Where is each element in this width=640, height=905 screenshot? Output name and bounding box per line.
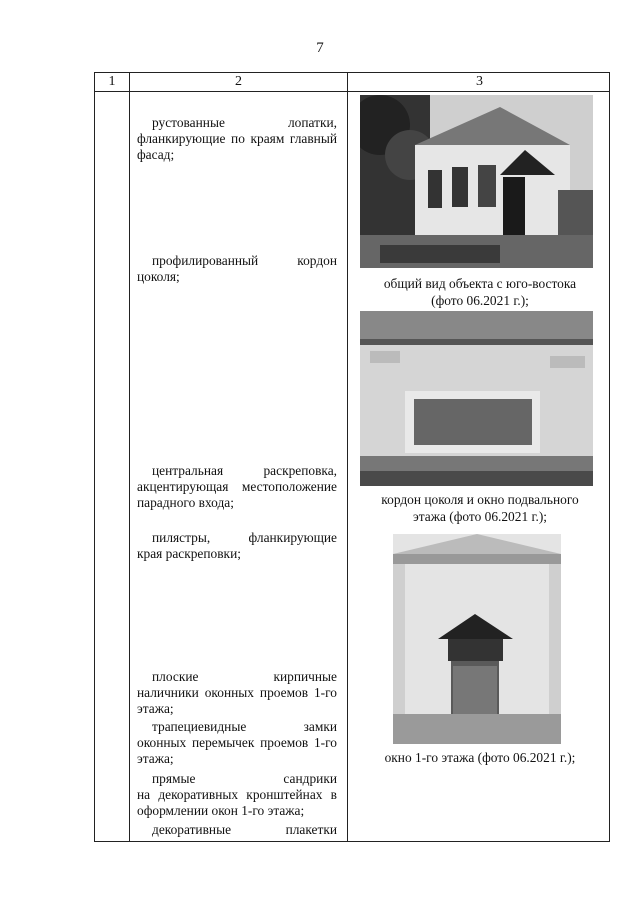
feature-item: прямые сандрики на декоративных кронштейнах в оформлении окон 1-го этажа; bbox=[137, 771, 337, 818]
feature-item: рустованные лопатки, фланкирующие по краям главный фасад; bbox=[137, 115, 337, 162]
column-header-1: 1 bbox=[108, 74, 116, 89]
header-divider bbox=[95, 91, 609, 92]
feature-item: плоские кирпичные наличники оконных проемов 1-го этажа; bbox=[137, 669, 337, 716]
feature-item: пилястры, фланкирующие края раскреповки; bbox=[137, 530, 337, 561]
column-divider bbox=[129, 73, 130, 841]
column-divider bbox=[347, 73, 348, 841]
photo-caption: общий вид объекта с юго-востока (фото 06.2021 г.); bbox=[383, 276, 577, 308]
page-number: 7 bbox=[316, 40, 324, 56]
feature-item: декоративные плакетки bbox=[152, 822, 337, 837]
column-header-2: 2 bbox=[235, 74, 242, 89]
monument-features-table bbox=[94, 72, 610, 842]
photo-building-southeast bbox=[360, 95, 593, 268]
photo-caption: кордон цоколя и окно подвального этажа (фото 06.2021 г.); bbox=[381, 492, 579, 524]
photo-caption: окно 1-го этажа (фото 06.2021 г.); bbox=[384, 750, 576, 765]
feature-item: профилированный кордон цоколя; bbox=[137, 253, 337, 284]
photo-ground-floor-window bbox=[393, 534, 561, 744]
photo-basement-window bbox=[360, 311, 593, 486]
feature-item: центральная раскреповка, акцентирующая местоположение парадного входа; bbox=[137, 463, 337, 510]
column-header-3: 3 bbox=[476, 74, 483, 89]
feature-item: трапециевидные замки оконных перемычек проемов 1-го этажа; bbox=[137, 719, 337, 766]
